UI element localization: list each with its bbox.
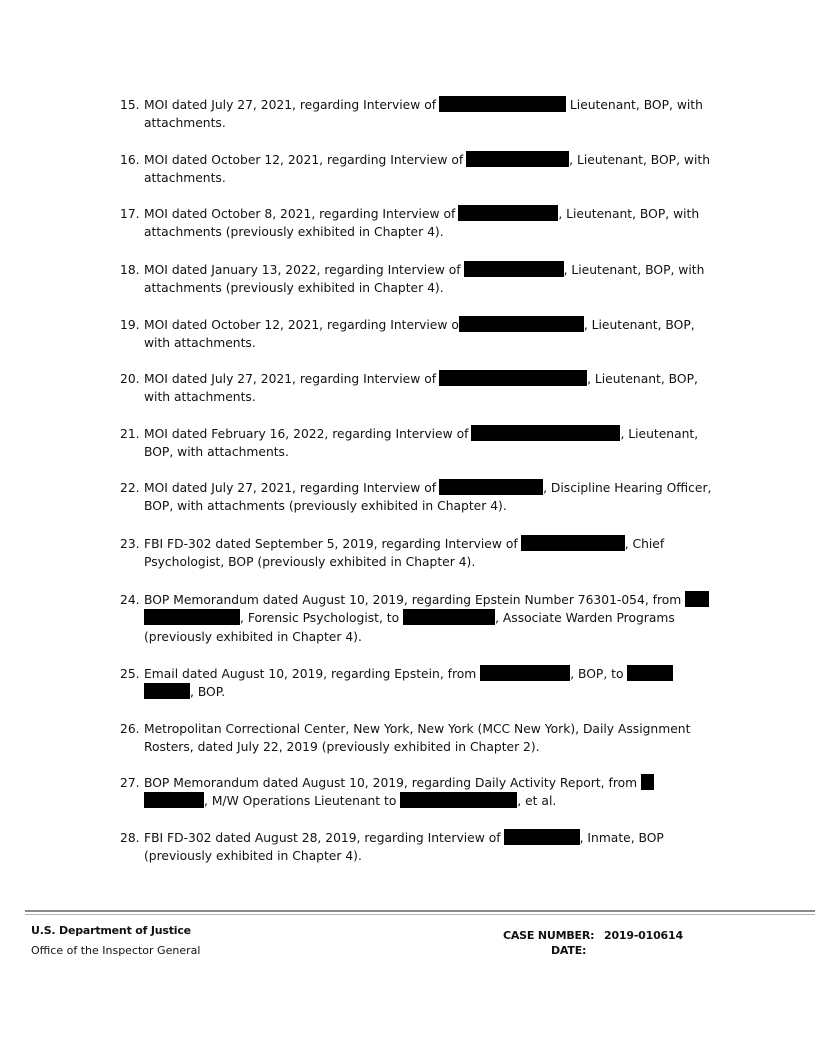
item-text: Lieutenant, BOP, with: [569, 98, 703, 112]
item-number: 23.: [120, 537, 140, 551]
redaction-block: [144, 683, 190, 699]
item-text: , Lieutenant, BOP, with: [558, 207, 700, 221]
item-text: attachments.: [144, 116, 226, 130]
redaction-block: [439, 370, 587, 386]
office-name: Office of the Inspector General: [31, 944, 201, 957]
redaction-block: [504, 829, 580, 845]
item-number: 24.: [120, 593, 140, 607]
item-text: MOI dated February 16, 2022, regarding Interview of: [144, 427, 469, 441]
department-name: U.S. Department of Justice: [31, 924, 191, 937]
item-number: 25.: [120, 667, 140, 681]
item-number: 21.: [120, 427, 140, 441]
redaction-block: [458, 205, 558, 221]
redaction-block: [627, 665, 673, 681]
item-text: , Lieutenant, BOP,: [587, 372, 698, 386]
item-text: attachments.: [144, 171, 226, 185]
item-number: 22.: [120, 481, 140, 495]
item-number: 28.: [120, 831, 140, 845]
item-number: 27.: [120, 776, 140, 790]
redaction-block: [144, 792, 204, 808]
item-text: (previously exhibited in Chapter 4).: [144, 849, 362, 863]
footer-divider-thin: [25, 914, 815, 915]
item-text: MOI dated October 12, 2021, regarding Interview of: [144, 153, 464, 167]
item-text: MOI dated October 12, 2021, regarding Interview o: [144, 318, 459, 332]
redaction-block: [685, 591, 709, 607]
item-number: 17.: [120, 207, 140, 221]
item-text: FBI FD-302 dated August 28, 2019, regarding Interview of: [144, 831, 501, 845]
date-label: DATE:: [551, 944, 587, 957]
item-text: , Lieutenant, BOP, with: [563, 263, 705, 277]
item-text: , Lieutenant, BOP, with: [569, 153, 710, 167]
item-text: MOI dated July 27, 2021, regarding Interview of: [144, 372, 437, 386]
item-text: Psychologist, BOP (previously exhibited in Chapter 4).: [144, 555, 476, 569]
item-text: , et al.: [517, 794, 557, 808]
footer-divider: [25, 910, 815, 912]
item-number: 16.: [120, 153, 140, 167]
item-text: Metropolitan Correctional Center, New York, New York (MCC New York), Daily Assignment: [144, 722, 691, 736]
item-text: Rosters, dated July 22, 2019 (previously exhibited in Chapter 2).: [144, 740, 540, 754]
item-text: , Forensic Psychologist, to: [240, 611, 400, 625]
case-number-label: CASE NUMBER:: [503, 929, 595, 942]
redaction-block: [144, 609, 240, 625]
redaction-block: [641, 774, 654, 790]
item-text: , Lieutenant, BOP,: [583, 318, 695, 332]
item-text: BOP, with attachments.: [144, 445, 289, 459]
item-number: 18.: [120, 263, 140, 277]
item-text: BOP, with attachments (previously exhibited in Chapter 4).: [144, 499, 507, 513]
item-text: attachments (previously exhibited in Chapter 4).: [144, 225, 444, 239]
item-text: , Discipline Hearing Officer,: [543, 481, 712, 495]
item-text: MOI dated October 8, 2021, regarding Interview of: [144, 207, 456, 221]
item-text: Email dated August 10, 2019, regarding Epstein, from: [144, 667, 477, 681]
redaction-block: [400, 792, 517, 808]
redaction-block: [459, 316, 584, 332]
item-number: 26.: [120, 722, 140, 736]
item-number: 15.: [120, 98, 140, 112]
item-text: BOP Memorandum dated August 10, 2019, regarding Daily Activity Report, from: [144, 776, 638, 790]
item-text: , Associate Warden Programs: [495, 611, 675, 625]
item-number: 19.: [120, 318, 140, 332]
redaction-block: [466, 151, 569, 167]
item-text: attachments (previously exhibited in Chapter 4).: [144, 281, 444, 295]
item-text: with attachments.: [144, 336, 256, 350]
item-text: , BOP.: [190, 685, 226, 699]
redaction-block: [439, 479, 543, 495]
redaction-block: [471, 425, 620, 441]
redaction-block: [439, 96, 566, 112]
item-text: FBI FD-302 dated September 5, 2019, regarding Interview of: [144, 537, 518, 551]
item-text: , M/W Operations Lieutenant to: [204, 794, 397, 808]
redaction-block: [521, 535, 625, 551]
item-text: BOP Memorandum dated August 10, 2019, regarding Epstein Number 76301-054, from: [144, 593, 682, 607]
item-text: MOI dated January 13, 2022, regarding Interview of: [144, 263, 461, 277]
item-text: , Lieutenant,: [620, 427, 699, 441]
item-text: MOI dated July 27, 2021, regarding Interview of: [144, 98, 437, 112]
item-text: , BOP, to: [570, 667, 624, 681]
redaction-block: [403, 609, 495, 625]
redaction-block: [464, 261, 564, 277]
redaction-block: [480, 665, 570, 681]
item-number: 20.: [120, 372, 140, 386]
item-text: , Inmate, BOP: [579, 831, 664, 845]
item-text: (previously exhibited in Chapter 4).: [144, 630, 362, 644]
item-text: , Chief: [624, 537, 665, 551]
case-number-value: 2019-010614: [604, 929, 683, 942]
item-text: MOI dated July 27, 2021, regarding Interview of: [144, 481, 437, 495]
item-text: with attachments.: [144, 390, 256, 404]
